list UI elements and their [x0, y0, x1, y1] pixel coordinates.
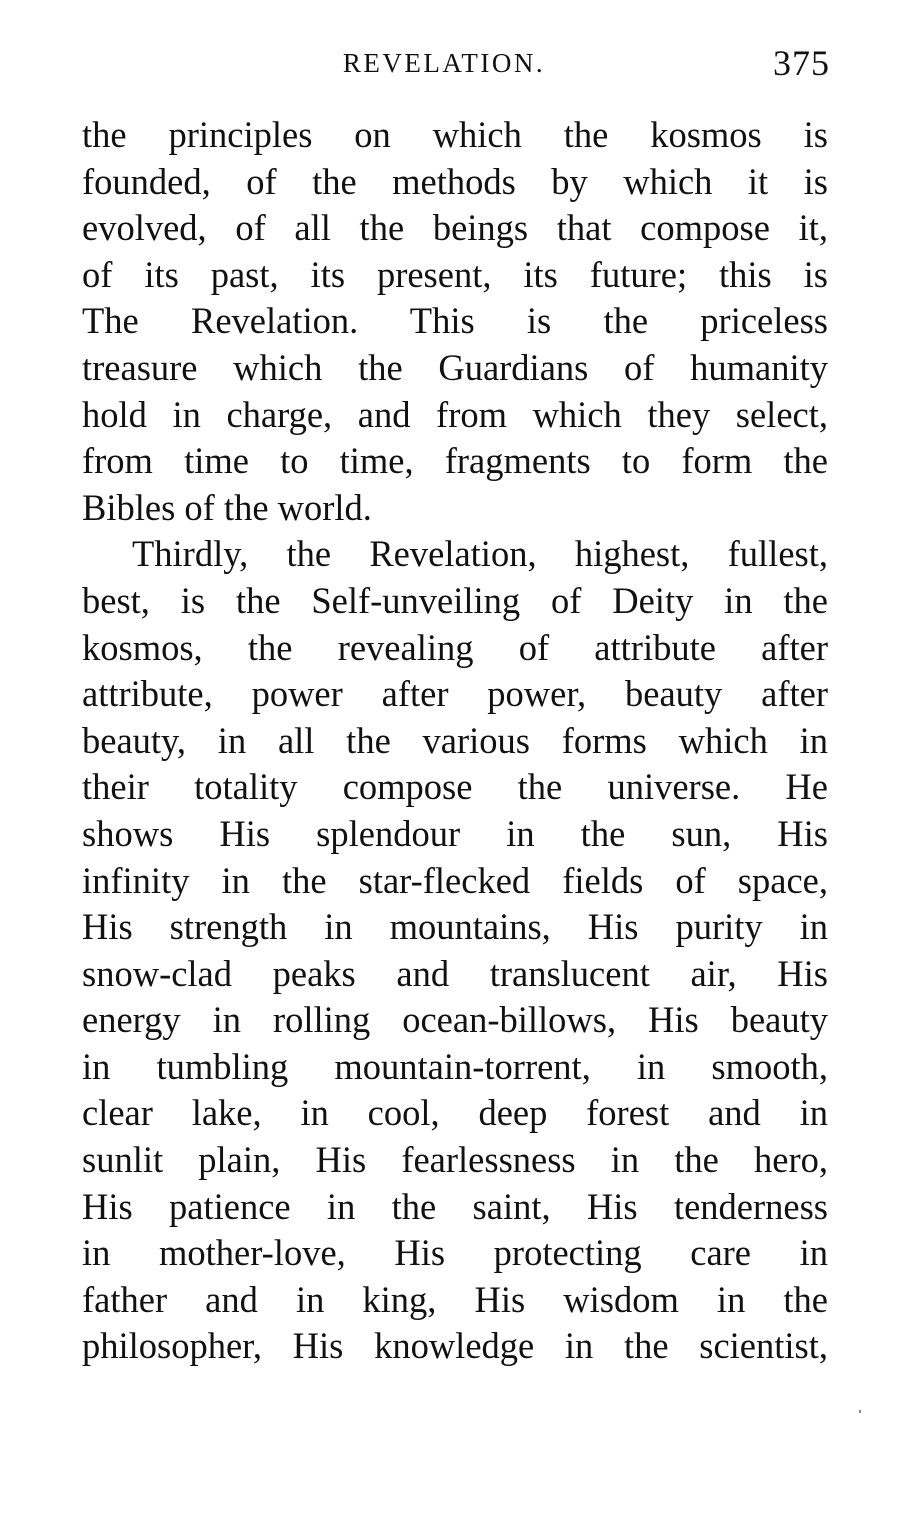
text-line: His strength in mountains, His purity in [82, 906, 828, 948]
text-line: beauty, in all the various forms which in [82, 719, 828, 761]
text-line: their totality compose the universe. He [82, 766, 828, 808]
text-line: kosmos, the revealing of attribute after [82, 626, 828, 668]
text-line: clear lake, in cool, deep forest and in [82, 1092, 828, 1134]
page-number: 375 [773, 43, 830, 83]
text-line: Bibles of the world. [82, 486, 372, 528]
text-line: shows His splendour in the sun, His [82, 812, 828, 854]
text-line: the principles on which the kosmos is [82, 114, 828, 155]
paragraph-1 [82, 112, 828, 531]
text-line: infinity in the star-flecked fields of space, [82, 859, 828, 901]
running-title: REVELATION. [342, 48, 546, 78]
text-line: of its past, its present, its future; this is [82, 253, 828, 295]
text-line: philosopher, His knowledge in the scientist, [82, 1325, 828, 1367]
paper-speck [859, 1410, 861, 1413]
text-line: sunlit plain, His fearlessness in the hero, [82, 1139, 828, 1181]
text-line: hold in charge, and from which they select, [82, 393, 828, 435]
text-line: energy in rolling ocean-billows, His beauty [82, 999, 828, 1041]
text-line: evolved, of all the beings that compose it, [82, 207, 828, 249]
text-line: from time to time, fragments to form the [82, 440, 828, 482]
text-line: snow-clad peaks and translucent air, His [82, 952, 828, 994]
text-line: The Revelation. This is the priceless [82, 300, 828, 342]
text-line: Thirdly, the Revelation, highest, fullest, [132, 533, 828, 575]
paragraph-2 [82, 531, 828, 1370]
text-line: father and in king, His wisdom in the [82, 1278, 828, 1320]
text-line: in tumbling mountain-torrent, in smooth, [82, 1045, 828, 1087]
text-line: attribute, power after power, beauty after [82, 673, 828, 715]
text-line: best, is the Self-unveiling of Deity in the [82, 579, 828, 621]
text-line: founded, of the methods by which it is [82, 160, 828, 202]
text-line: in mother-love, His protecting care in [82, 1232, 828, 1274]
body-text [82, 112, 828, 1370]
running-head [80, 42, 830, 92]
text-line: treasure which the Guardians of humanity [82, 346, 828, 388]
text-line: His patience in the saint, His tenderness [82, 1185, 828, 1227]
